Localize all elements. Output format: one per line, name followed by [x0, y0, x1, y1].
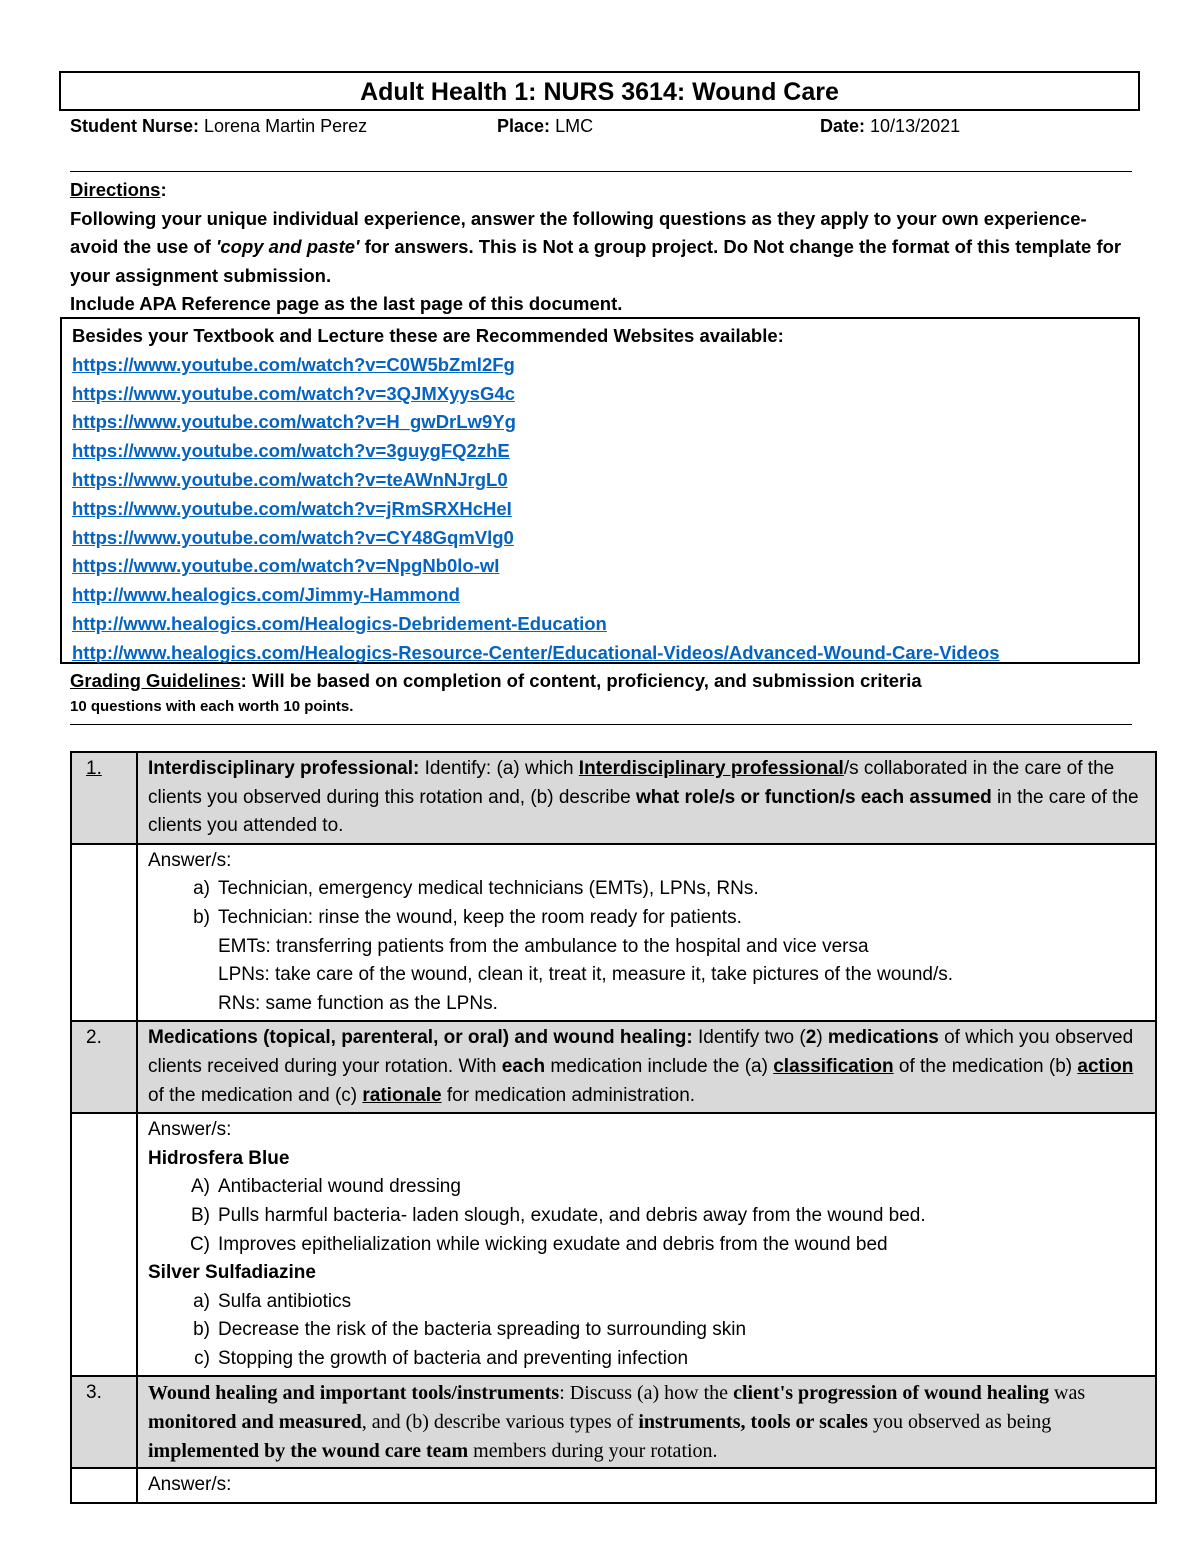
q3-text-b: was [1049, 1382, 1086, 1405]
list-item-text: Technician: rinse the wound, keep the room ready for patients. [218, 906, 742, 928]
q2-rationale: rationale [362, 1084, 442, 1106]
q2-text-a: Identify two ( [692, 1027, 806, 1049]
answer-text[interactable] [137, 844, 1156, 1022]
q2-text-e: of the medication (b) [893, 1055, 1078, 1077]
list-item [148, 961, 1147, 990]
q3-instruments: instruments, tools or scales [638, 1411, 868, 1434]
q3-text-e: members during your rotation. [468, 1439, 718, 1462]
grading-points-note: 10 questions with each worth 10 points. [70, 698, 354, 715]
q3-team: implemented by the wound care team [148, 1439, 469, 1462]
list-marker: b) [193, 1319, 210, 1341]
question-number-text: 3. [86, 1382, 102, 1404]
q1-text-a: Identify: (a) which [424, 758, 579, 779]
list-item [148, 1345, 1147, 1374]
q3-progression: client's progression of wound healing [733, 1382, 1050, 1405]
date-field [820, 116, 960, 137]
place-field [497, 116, 593, 137]
document-title: Adult Health 1: NURS 3614: Wound Care [59, 71, 1140, 111]
answer-row-3 [71, 1468, 1156, 1503]
list-marker: c) [194, 1347, 210, 1369]
list-item [148, 1231, 1147, 1260]
list-item-text: RNs: same function as the LPNs. [218, 992, 498, 1014]
answer-row-2 [71, 1113, 1156, 1376]
list-item-text: Technician, emergency medical technicians (EMTs), LPNs, RNs. [218, 878, 759, 900]
q2-topic: Medications (topical, parenteral, or oral) and wound healing: [148, 1027, 693, 1049]
q2-action: action [1077, 1055, 1134, 1077]
medication-name: Hidrosfera Blue [148, 1147, 290, 1169]
q2-each: each [501, 1055, 546, 1077]
q2-text-d: medication include the (a) [545, 1055, 774, 1077]
question-text [137, 1376, 1156, 1468]
q1-keyword-role: what role/s or function/s each assumed [635, 786, 992, 808]
place-label: Place: [497, 116, 551, 136]
question-text [137, 1021, 1156, 1113]
student-nurse-value: Lorena Martin Perez [204, 116, 368, 136]
list-item-text: Pulls harmful bacteria- laden slough, exudate, and debris away from the wound bed. [218, 1204, 926, 1226]
answer-list [148, 875, 1147, 1018]
grading-text: : Will be based on completion of content, proficiency, and submission criteria [240, 670, 922, 691]
q1-text-c: in the care of the clients you attended to. [148, 786, 1139, 837]
website-link[interactable]: https://www.youtube.com/watch?v=H_gwDrLw9Yg [72, 411, 516, 433]
q2-count: 2 [805, 1027, 817, 1049]
student-nurse-field [70, 116, 367, 137]
website-link[interactable]: https://www.youtube.com/watch?v=NpgNb0lo-wI [72, 555, 500, 577]
website-link[interactable]: http://www.healogics.com/Healogics-Resource-Center/Educational-Videos/Advanced-Wound-Care-Videos [72, 641, 1000, 663]
list-marker: B) [191, 1204, 210, 1226]
q1-text-b: /s collaborated in the care of the clients you observed during this rotation and, (b) describe [148, 758, 1115, 808]
q2-text-f: of the medication and (c) [148, 1084, 363, 1106]
header-divider [70, 171, 1132, 172]
answer-text[interactable] [137, 1113, 1156, 1376]
answer-label: Answer/s: [148, 1119, 232, 1141]
list-marker: b) [193, 906, 210, 928]
website-link[interactable]: https://www.youtube.com/watch?v=teAWnNJrgL0 [72, 468, 508, 490]
grading-divider [70, 724, 1132, 725]
website-link[interactable]: http://www.healogics.com/Jimmy-Hammond [72, 584, 460, 606]
q2-text-g: for medication administration. [441, 1084, 696, 1106]
list-item [148, 875, 1147, 904]
answer-list [148, 1288, 1147, 1374]
question-text [137, 752, 1156, 844]
answer-number-cell [71, 844, 137, 1022]
question-number [71, 1021, 137, 1113]
list-marker: a) [193, 1290, 210, 1312]
directions-apa-note: Include APA Reference page as the last page of this document. [70, 293, 623, 315]
answer-text[interactable] [137, 1468, 1156, 1503]
list-item-text: Stopping the growth of bacteria and preventing infection [218, 1347, 689, 1369]
question-row-1 [71, 752, 1156, 844]
list-item-text: Decrease the risk of the bacteria spreading to surrounding skin [218, 1319, 747, 1341]
question-row-3 [71, 1376, 1156, 1468]
q2-text-b: ) [816, 1027, 828, 1049]
list-marker: A) [191, 1176, 210, 1198]
website-link[interactable]: https://www.youtube.com/watch?v=3guygFQ2zhE [72, 440, 510, 462]
list-item [148, 1173, 1147, 1202]
question-number-text: 1. [86, 758, 102, 779]
directions-heading: Directions [70, 179, 161, 200]
website-link[interactable]: https://www.youtube.com/watch?v=3QJMXyysG4c [72, 382, 515, 404]
question-number [71, 752, 137, 844]
directions-colon: : [160, 179, 167, 200]
list-item-text: EMTs: transferring patients from the ambulance to the hospital and vice versa [218, 935, 869, 957]
question-row-2 [71, 1021, 1156, 1113]
website-link[interactable]: https://www.youtube.com/watch?v=jRmSRXHcHeI [72, 497, 512, 519]
answer-label: Answer/s: [148, 1474, 232, 1496]
recommended-websites-box [60, 317, 1140, 664]
question-number-text: 2. [86, 1027, 102, 1049]
q2-classification: classification [773, 1055, 894, 1077]
q2-keyword: medications [827, 1027, 939, 1049]
answer-label: Answer/s: [148, 849, 232, 871]
list-item-text: LPNs: take care of the wound, clean it, treat it, measure it, take pictures of the wound/s. [218, 964, 954, 986]
websites-heading: Besides your Textbook and Lecture these are Recommended Websites available: [72, 325, 784, 346]
medication-name: Silver Sulfadiazine [148, 1262, 316, 1284]
q3-text-d: you observed as being [867, 1411, 1052, 1434]
q2-text-c: of which you observed clients received during your rotation. With [148, 1027, 1134, 1077]
q1-topic: Interdisciplinary professional: [148, 758, 425, 779]
list-item-text: Antibacterial wound dressing [218, 1176, 461, 1198]
list-item [148, 904, 1147, 933]
list-item [148, 1202, 1147, 1231]
list-item [148, 990, 1147, 1019]
answer-list [148, 1173, 1147, 1259]
list-item [148, 1288, 1147, 1317]
grading-label: Grading Guidelines [70, 670, 241, 691]
list-marker: a) [193, 878, 210, 900]
question-number [71, 1376, 137, 1468]
answer-number-cell [71, 1113, 137, 1376]
website-link[interactable]: https://www.youtube.com/watch?v=C0W5bZml2Fg [72, 353, 515, 375]
q3-monitored: monitored and measured [148, 1411, 362, 1434]
answer-number-cell [71, 1468, 137, 1503]
answer-row-1 [71, 844, 1156, 1022]
q3-text-c: , and (b) describe various types of [361, 1411, 639, 1434]
directions-text-b: for answers. This is Not a group project. Do Not change the format of this template for your assignment submission. [70, 236, 1122, 286]
directions-section [70, 176, 1132, 319]
list-item-text: Sulfa antibiotics [218, 1290, 352, 1312]
place-value: LMC [555, 116, 594, 136]
directions-text [70, 205, 1132, 291]
q3-topic: Wound healing and important tools/instruments [148, 1382, 560, 1405]
website-link[interactable]: https://www.youtube.com/watch?v=CY48GqmVlg0 [72, 526, 514, 548]
website-link[interactable]: http://www.healogics.com/Healogics-Debridement-Education [72, 612, 607, 634]
q3-text-a: : Discuss (a) how the [559, 1382, 734, 1405]
q1-keyword: Interdisciplinary professional [578, 758, 844, 779]
list-item [148, 1316, 1147, 1345]
list-item-text: Improves epithelialization while wicking exudate and debris from the wound bed [218, 1233, 888, 1255]
date-value: 10/13/2021 [870, 116, 961, 136]
list-marker: C) [189, 1233, 210, 1255]
questions-table [70, 751, 1157, 1504]
list-item [148, 933, 1147, 962]
directions-text-a: Following your unique individual experience, answer the following questions as they apply to your own experience- avoid the use of [70, 207, 1087, 258]
grading-guidelines [70, 670, 1132, 715]
student-nurse-label: Student Nurse: [70, 116, 200, 136]
date-label: Date: [820, 116, 866, 136]
directions-text-italic: 'copy and paste' [215, 236, 360, 258]
